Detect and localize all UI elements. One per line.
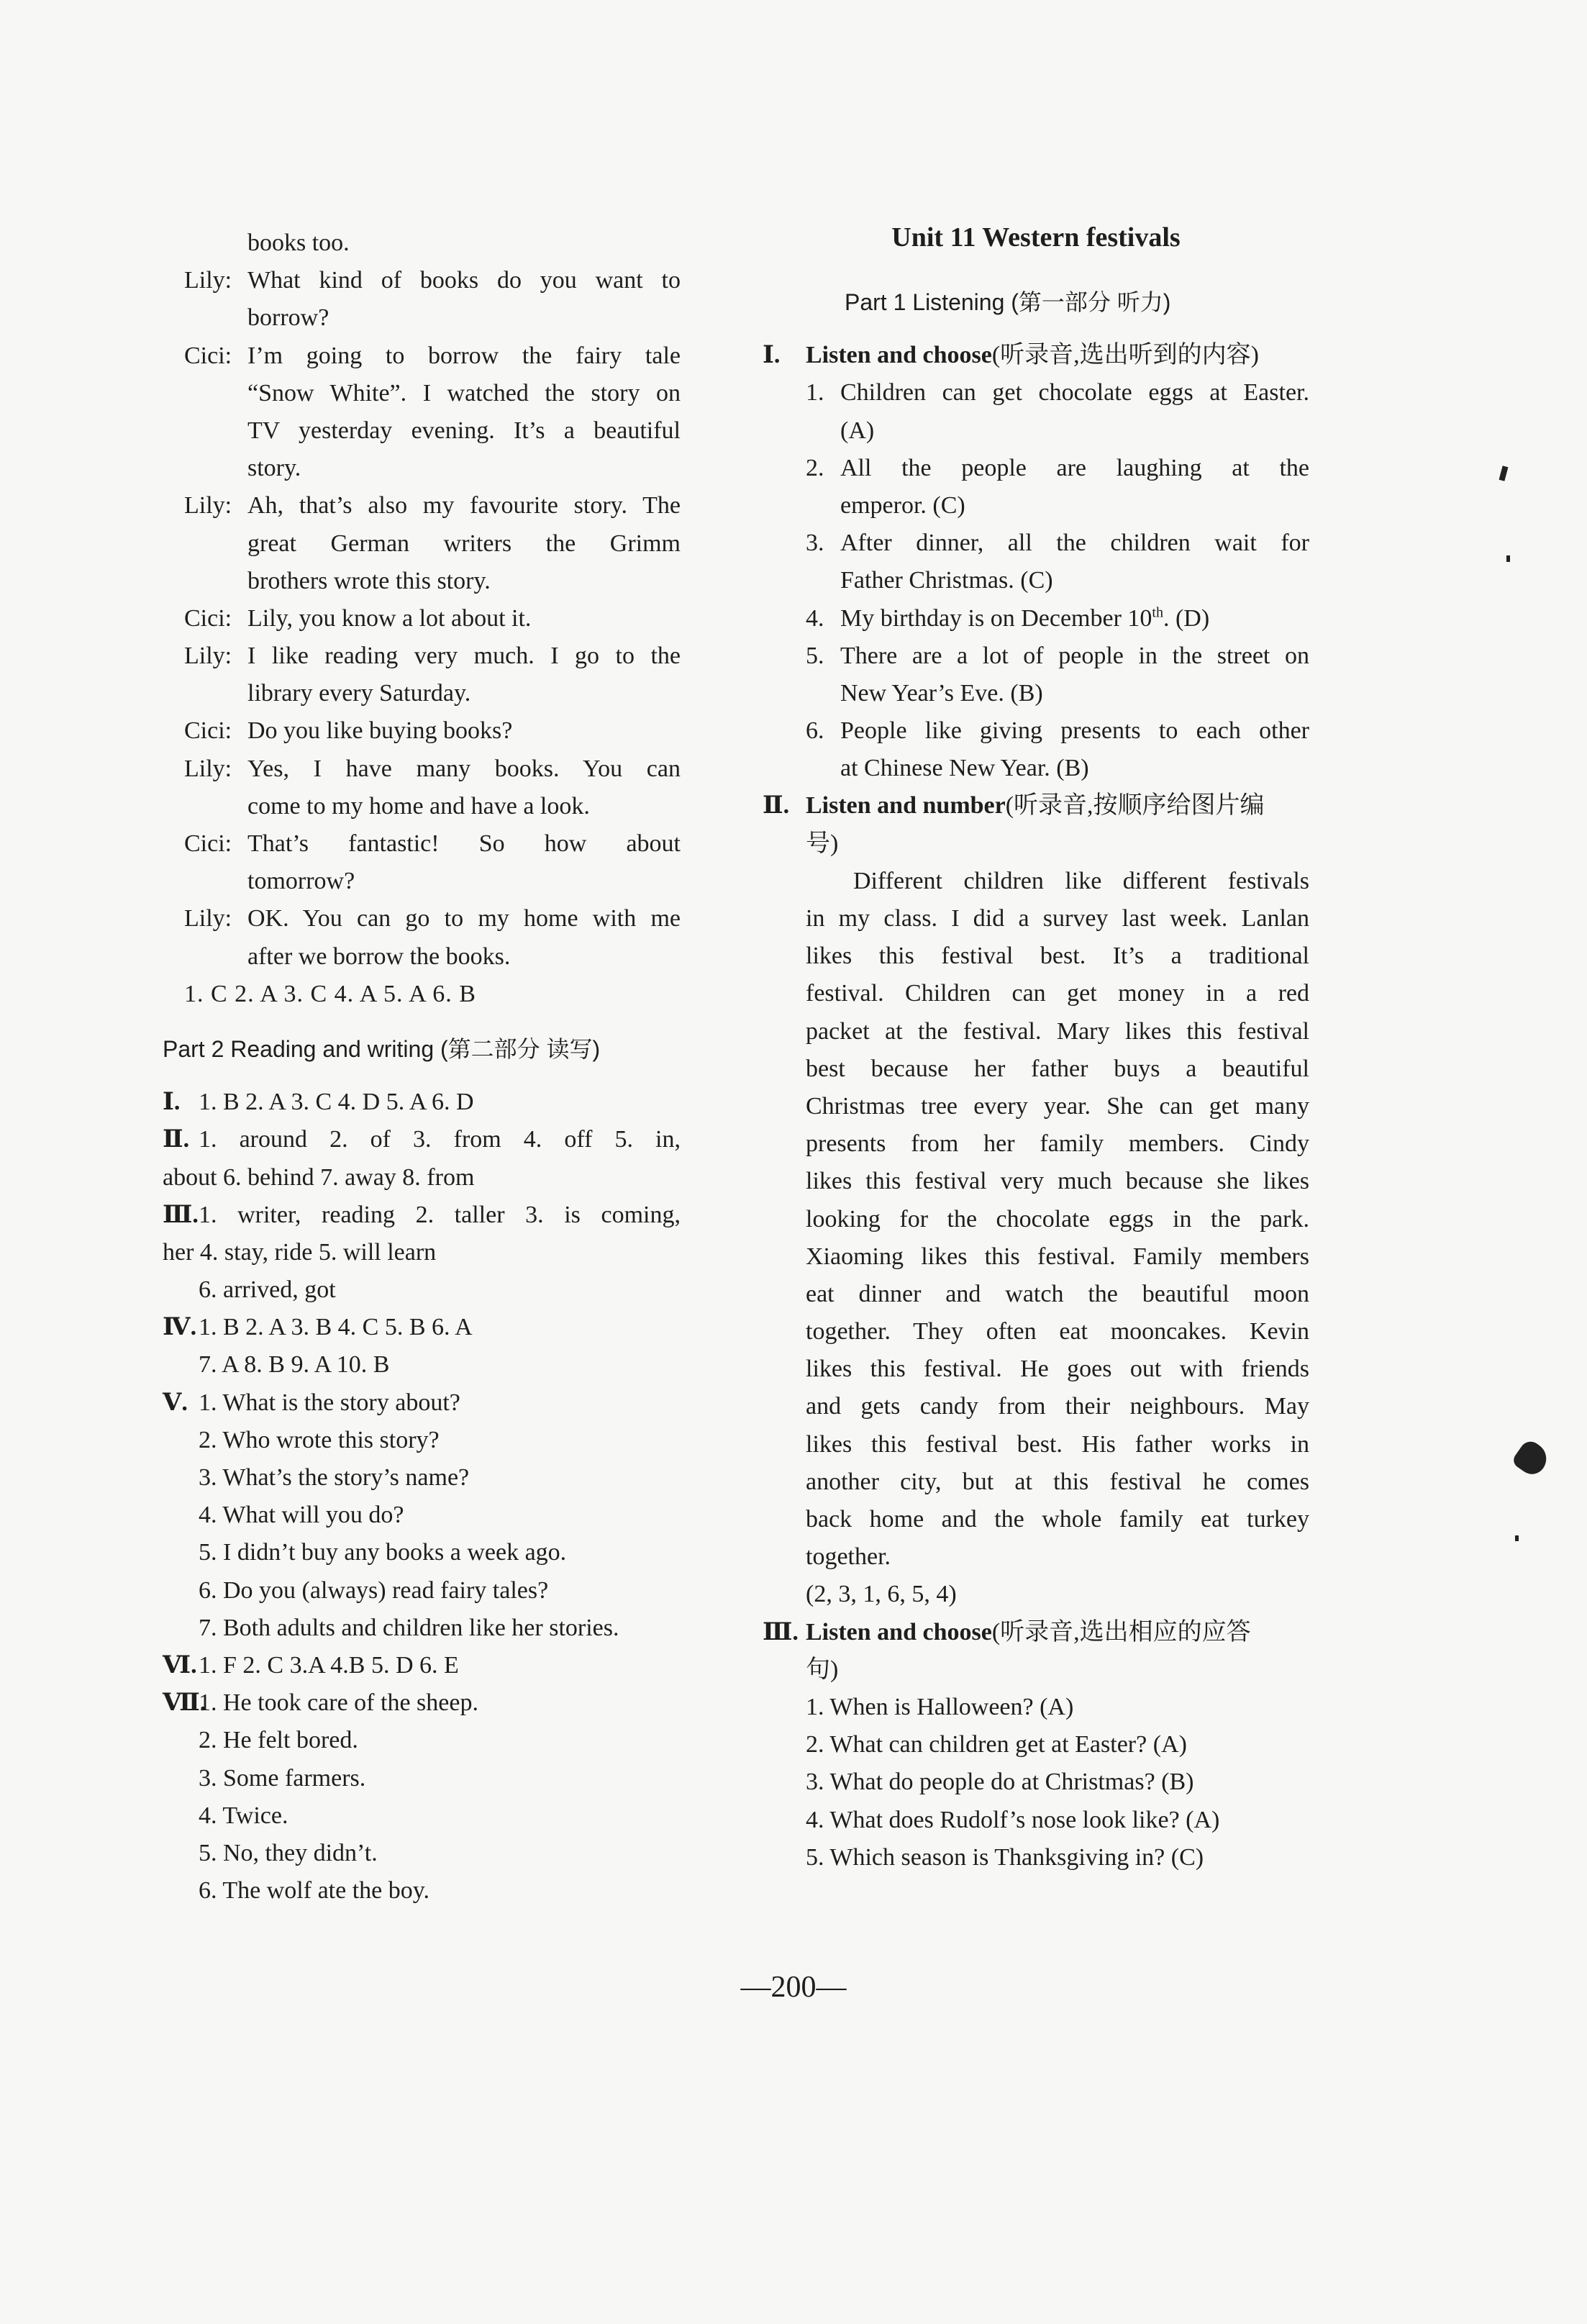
section-number: Ⅳ. (163, 1314, 197, 1341)
section-3-title: Listen and choose (806, 1618, 992, 1646)
dialogue-line (163, 450, 681, 487)
dialogue-text: I’m going to borrow the fairy tale (247, 342, 681, 369)
dialogue-text: brothers wrote this story. (247, 567, 491, 594)
listening-item: 5. Which season is Thanksgiving in? (C) (806, 1843, 1204, 1871)
item-text: People like giving presents to each other (840, 717, 1309, 745)
section-number: Ⅰ. (163, 1089, 181, 1116)
section-answer-line (163, 1384, 681, 1422)
section-answer-item: 7. Both adults and children like her stories. (199, 1614, 619, 1641)
section-answer-item: 6. arrived, got (199, 1276, 336, 1304)
section-number: Ⅱ. (163, 1126, 190, 1153)
speaker-label: Lily: (184, 492, 232, 519)
speaker-label: Cici: (184, 717, 232, 745)
dialogue-text: Ah, that’s also my favourite story. The (247, 492, 681, 519)
paragraph-line: and gets candy from their neighbours. May (806, 1393, 1309, 1420)
section-answer-text: 1. writer, reading 2. taller 3. is coming, (199, 1201, 681, 1228)
listening-item (763, 450, 1309, 487)
scan-speck (1499, 466, 1509, 481)
dialogue-text: books too. (247, 230, 350, 256)
section-1-subtitle: (听录音,选出听到的内容) (991, 342, 1259, 369)
section-2-paragraph (763, 863, 1309, 1576)
listening-item: 4. What does Rudolf’s nose look like? (A) (806, 1806, 1220, 1833)
paragraph-line: back home and the whole family eat turkey (806, 1506, 1309, 1533)
listening-item (763, 487, 1309, 525)
item-text: Children can get chocolate eggs at Easter. (840, 379, 1309, 407)
item-number: 3. (806, 530, 824, 557)
paragraph-line: festival. Children can get money in a red (806, 980, 1309, 1007)
dialogue-text: Do you like buying books? (247, 717, 513, 745)
scan-speck (1515, 1535, 1519, 1541)
section-2-subtitle: (听录音,按顺序给图片编 (1005, 792, 1265, 820)
section-answer-item: 2. He felt bored. (199, 1727, 358, 1754)
section-answer-item: 2. Who wrote this story? (199, 1426, 440, 1453)
dialogue-text: great German writers the Grimm (247, 530, 681, 557)
item-number: 5. (806, 642, 824, 669)
dialogue-line (163, 675, 681, 712)
section-answer-text: 1. What is the story about? (199, 1389, 460, 1416)
section-answer-item: 3. Some farmers. (199, 1764, 366, 1792)
listening-item (763, 374, 1309, 412)
dialogue-line (163, 712, 681, 750)
listening-item (763, 675, 1309, 712)
unit-title: Unit 11 Western festivals (891, 222, 1181, 253)
section-1-heading: Ⅰ. Listen and choose(听录音,选出听到的内容) (763, 342, 1259, 369)
section-answer-item: 3. What’s the story’s name? (199, 1464, 470, 1491)
dialogue-text: come to my home and have a look. (247, 792, 590, 820)
section-answer-item: 5. No, they didn’t. (199, 1839, 378, 1866)
section-1-items (763, 374, 1309, 787)
right-column (763, 224, 1309, 1876)
section-answer-text: 1. around 2. of 3. from 4. off 5. in, (199, 1126, 681, 1153)
left-column (163, 224, 681, 1910)
paragraph-line: Different children like different festivals (853, 867, 1309, 894)
section-answer-item: 5. I didn’t buy any books a week ago. (199, 1539, 567, 1566)
item-text: at Chinese New Year. (B) (840, 755, 1089, 782)
section-answer-item: 7. A 8. B 9. A 10. B (199, 1351, 390, 1379)
paragraph-line: Christmas tree every year. She can get many (806, 1092, 1309, 1120)
dialogue-text: tomorrow? (247, 868, 355, 895)
part1-title: Part 1 Listening (第一部分 听力) (845, 289, 1171, 315)
item-number: 4. (806, 604, 824, 632)
dialogue-text: OK. You can go to my home with me (247, 905, 681, 932)
paragraph-line: presents from her family members. Cindy (806, 1130, 1309, 1158)
section-answer-cont: about 6. behind 7. away 8. from (163, 1163, 475, 1191)
speaker-label: Cici: (184, 342, 232, 369)
paragraph-line: Xiaoming likes this festival. Family members (806, 1243, 1309, 1270)
listening-item (763, 412, 1309, 450)
section-answer-item: 6. Do you (always) read fairy tales? (199, 1576, 549, 1604)
dialogue-text: Yes, I have many books. You can (247, 755, 681, 782)
listening-item: 3. What do people do at Christmas? (B) (806, 1769, 1194, 1796)
paragraph-line: packet at the festival. Mary likes this festival (806, 1017, 1309, 1045)
paragraph-line: another city, but at this festival he comes (806, 1468, 1309, 1495)
dialogue-text: “Snow White”. I watched the story on (247, 379, 681, 407)
listening-item (763, 750, 1309, 787)
section-number: Ⅵ. (163, 1651, 197, 1679)
dialogue-line (163, 412, 681, 450)
speaker-label: Cici: (184, 830, 232, 857)
dialogue-text: after we borrow the books. (247, 943, 511, 970)
dialogue-text: borrow? (247, 304, 329, 332)
paragraph-line: likes this festival very much because she likes (806, 1168, 1309, 1195)
dialogue (163, 224, 681, 976)
paragraph-line: best because her father buys a beautiful (806, 1055, 1309, 1082)
section-number: Ⅴ. (163, 1389, 188, 1416)
listening-item (763, 637, 1309, 675)
paragraph-line: eat dinner and watch the beautiful moon (806, 1280, 1309, 1307)
dialogue-text: What kind of books do you want to (247, 267, 681, 294)
item-text: All the people are laughing at the (840, 454, 1309, 481)
section-2-answer: (2, 3, 1, 6, 5, 4) (806, 1581, 957, 1608)
section-number: Ⅲ. (163, 1201, 199, 1228)
speaker-label: Cici: (184, 604, 232, 632)
section-3-subtitle: (听录音,选出相应的应答 (991, 1618, 1251, 1646)
item-number: 2. (806, 454, 824, 481)
section-answer-line (163, 1309, 681, 1346)
item-text-sup: th (1152, 604, 1163, 621)
dialogue-line (163, 938, 681, 976)
dialogue-line (163, 525, 681, 563)
paragraph-line: together. (806, 1543, 891, 1571)
dialogue-line (163, 750, 681, 788)
scan-speck (1511, 1438, 1552, 1479)
section-number: Ⅶ. (163, 1689, 206, 1717)
dialogue-line (163, 900, 681, 938)
dialogue-text: library every Saturday. (247, 680, 471, 707)
dialogue-line (163, 637, 681, 675)
paragraph-line: together. They often eat mooncakes. Kevin (806, 1318, 1309, 1345)
dialogue-line (163, 788, 681, 825)
section-1-title: Listen and choose (806, 342, 992, 369)
item-text (840, 600, 1309, 637)
speaker-label: Lily: (184, 905, 232, 932)
dialogue-text: TV yesterday evening. It’s a beautiful (247, 417, 681, 444)
dialogue-line (163, 262, 681, 299)
item-text: (A) (840, 417, 875, 444)
part2-answers (163, 1084, 681, 1910)
paragraph-line: likes this festival. He goes out with friends (806, 1356, 1309, 1383)
dialogue-line (163, 863, 681, 900)
listening-item (763, 525, 1309, 562)
item-text: New Year’s Eve. (B) (840, 679, 1043, 707)
section-answer-line (163, 1121, 681, 1158)
item-number: 6. (806, 717, 824, 745)
section-2-subtitle-cont: 号) (806, 830, 839, 857)
section-2-heading: Ⅱ. Listen and number(听录音,按顺序给图片编 (763, 792, 1265, 820)
dialogue-line (163, 600, 681, 637)
dialogue-line (163, 299, 681, 337)
section-answer-cont: her 4. stay, ride 5. will learn (163, 1238, 437, 1266)
item-text: Father Christmas. (C) (840, 567, 1053, 594)
dialogue-line (163, 563, 681, 600)
paragraph-line: likes this festival best. His father works in (806, 1430, 1309, 1458)
dialogue-text: I like reading very much. I go to the (247, 643, 681, 670)
part2-title: Part 2 Reading and writing (第二部分 读写) (163, 1035, 601, 1062)
dialogue-line (163, 825, 681, 863)
item-number: 1. (806, 379, 824, 407)
scan-speck (1506, 555, 1510, 562)
section-3-items (763, 1689, 1309, 1876)
section-answer-text: 1. B 2. A 3. C 4. D 5. A 6. D (199, 1089, 474, 1116)
listening-item (763, 712, 1309, 750)
dialogue-line (163, 224, 681, 262)
item-text: After dinner, all the children wait for (840, 530, 1309, 557)
section-answer-item: 6. The wolf ate the boy. (199, 1877, 430, 1905)
speaker-label: Lily: (184, 643, 232, 670)
paragraph-line: in my class. I did a survey last week. Lanlan (806, 905, 1309, 932)
section-answer-line (163, 1197, 681, 1234)
section-answer-item: 4. What will you do? (199, 1502, 404, 1529)
item-text-post: . (D) (1163, 604, 1210, 632)
listening-item (763, 600, 1309, 637)
listening-item: 2. What can children get at Easter? (A) (806, 1731, 1187, 1758)
dialogue-line (163, 487, 681, 525)
speaker-label: Lily: (184, 267, 232, 294)
section-answer-text: 1. He took care of the sheep. (199, 1689, 478, 1717)
page-number: —200— (740, 1971, 847, 2004)
section-2-title: Listen and number (806, 792, 1006, 820)
speaker-label: Lily: (184, 755, 232, 782)
section-answer-line (163, 1684, 681, 1722)
dialogue-text: Lily, you know a lot about it. (247, 604, 532, 632)
paragraph-line: looking for the chocolate eggs in the park. (806, 1205, 1309, 1233)
section-answer-line (163, 1647, 681, 1684)
section-3-subtitle-cont: 句) (806, 1656, 839, 1683)
item-text-pre: My birthday is on December 10 (840, 604, 1152, 632)
paragraph-line: likes this festival best. It’s a traditional (806, 943, 1309, 970)
section-answer-line (163, 1084, 681, 1121)
dialogue-line (163, 337, 681, 375)
dialogue-text: That’s fantastic! So how about (247, 830, 681, 857)
section-answer-text: 1. F 2. C 3.A 4.B 5. D 6. E (199, 1651, 459, 1679)
section-answer-text: 1. B 2. A 3. B 4. C 5. B 6. A (199, 1314, 473, 1341)
dialogue-text: story. (247, 455, 301, 482)
item-text: There are a lot of people in the street on (840, 642, 1309, 669)
dialogue-line (163, 375, 681, 412)
dialogue-answers: 1. C 2. A 3. C 4. A 5. A 6. B (184, 980, 476, 1007)
section-3-heading: Ⅲ. Listen and choose(听录音,选出相应的应答 (763, 1618, 1251, 1646)
section-answer-item: 4. Twice. (199, 1802, 288, 1829)
listening-item: 1. When is Halloween? (A) (806, 1693, 1074, 1720)
listening-item (763, 562, 1309, 599)
item-text: emperor. (C) (840, 491, 965, 519)
